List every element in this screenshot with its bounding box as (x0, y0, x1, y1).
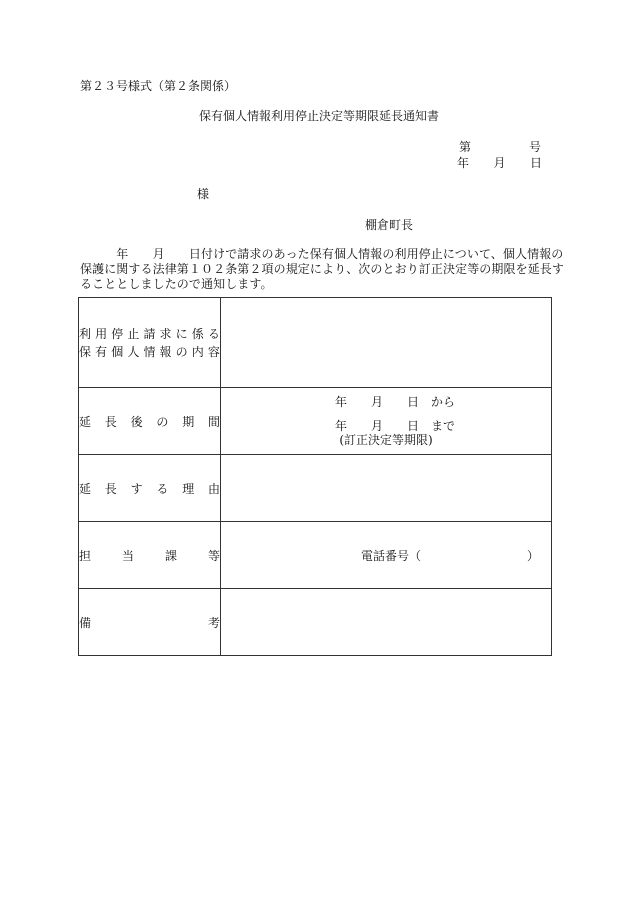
period-from: 年 月 日 から (334, 395, 455, 409)
label-char: 止 (127, 326, 140, 341)
value-target-info (221, 298, 552, 388)
label-char: 情 (143, 344, 156, 359)
label-char: 有 (95, 344, 108, 359)
notice-body-line: 年 月 日付けで請求のあった保有個人情報の利用停止について、個人情報の (80, 247, 564, 261)
document-number-prefix: 第 (459, 140, 472, 154)
addressee-honorific: 様 (197, 187, 210, 201)
phone-close: ） (526, 548, 539, 563)
phone-label: 電話番号（ (361, 548, 422, 563)
label-char: 請 (143, 326, 156, 341)
label-char: の (175, 344, 188, 359)
label-char: る (207, 326, 220, 341)
table-row-remarks (79, 589, 552, 656)
label-char: 備 (79, 615, 92, 630)
label-char: に (175, 326, 188, 341)
label-char: 報 (159, 344, 172, 359)
label-char: 長 (104, 414, 117, 429)
label-char: 課 (164, 548, 177, 563)
phone-number (221, 547, 551, 564)
label-reason (79, 455, 221, 522)
date-year: 年 (457, 156, 470, 170)
label-line-2 (79, 343, 220, 361)
label-line-1 (79, 325, 220, 343)
label-char: 等 (207, 548, 220, 563)
label-char: 容 (207, 344, 220, 359)
label-text (79, 413, 220, 430)
table-row-target-info (79, 298, 552, 388)
label-char: 停 (111, 326, 124, 341)
label-text (79, 614, 220, 631)
label-char: 長 (104, 481, 117, 496)
label-char: 用 (95, 326, 108, 341)
notice-body-line: ることとしましたので通知します。 (80, 277, 273, 291)
label-department (79, 522, 221, 589)
label-char: 個 (111, 344, 124, 359)
label-char: 延 (79, 481, 92, 496)
period-note: (訂正決定等期限) (339, 433, 433, 447)
label-char: 係 (191, 326, 204, 341)
label-remarks (79, 589, 221, 656)
period-until: 年 月 日 まで (334, 419, 455, 433)
table-row-reason (79, 455, 552, 522)
label-char: 期 (182, 414, 195, 429)
document-title: 保有個人情報利用停止決定等期限延長通知書 (199, 109, 440, 123)
value-extended-period (221, 388, 552, 455)
document-number-suffix: 号 (529, 140, 542, 154)
label-char: 考 (207, 615, 220, 630)
form-number: 第２３号様式（第２条関係） (80, 79, 237, 93)
label-char: 間 (207, 414, 220, 429)
label-char: 理 (182, 481, 195, 496)
label-char: 当 (121, 548, 134, 563)
label-char: 利 (79, 326, 92, 341)
label-char: 担 (79, 548, 92, 563)
label-char: 内 (191, 344, 204, 359)
label-char: る (156, 481, 169, 496)
sender-name: 棚倉町長 (365, 218, 414, 232)
label-text (79, 547, 220, 564)
date-month: 月 (493, 156, 506, 170)
label-extended-period (79, 388, 221, 455)
value-department (221, 522, 552, 589)
table-row-department (79, 522, 552, 589)
label-char: 後 (130, 414, 143, 429)
label-target-info (79, 298, 221, 388)
label-char: 延 (79, 414, 92, 429)
date-day: 日 (529, 156, 542, 170)
label-char: す (130, 481, 143, 496)
issue-date (457, 157, 542, 169)
label-char: 人 (127, 344, 140, 359)
notice-body (80, 247, 565, 292)
label-char: 求 (159, 326, 172, 341)
label-char: の (156, 414, 169, 429)
table-row-extended-period (79, 388, 552, 455)
extension-details-table (78, 297, 552, 656)
value-reason (221, 455, 552, 522)
label-char: 保 (79, 344, 92, 359)
value-remarks (221, 589, 552, 656)
label-text (79, 480, 220, 497)
label-char: 由 (207, 481, 220, 496)
notice-body-line: 保護に関する法律第１０２条第２項の規定により、次のとおり訂正決定等の期限を延長す (80, 262, 565, 276)
